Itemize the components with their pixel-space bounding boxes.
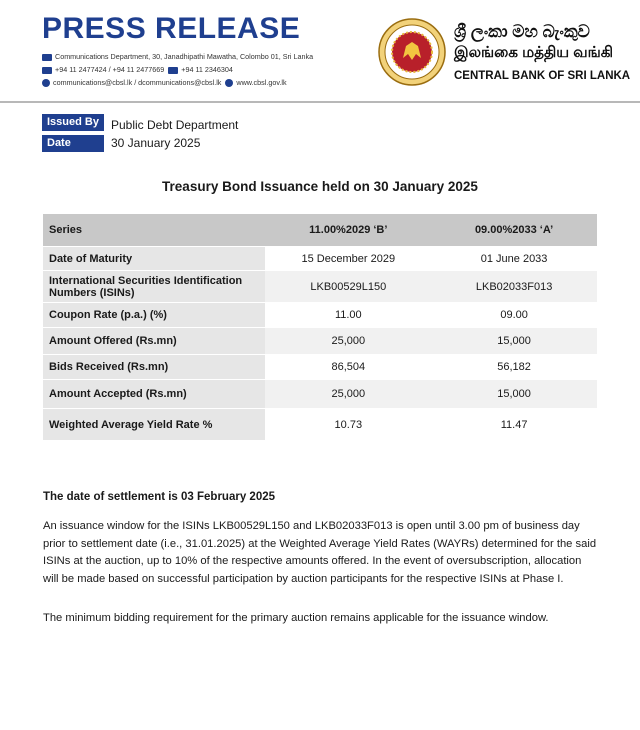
- cell-value: 10.73: [265, 409, 431, 441]
- cell-value: 86,504: [265, 355, 431, 380]
- bank-name-english: CENTRAL BANK OF SRI LANKA: [454, 70, 631, 82]
- table-row: [43, 328, 597, 355]
- cell-value: 15,000: [431, 380, 597, 409]
- bidding-requirement-paragraph: The minimum bidding requirement for the primary auction remains applicable for the issuance window.: [43, 612, 549, 624]
- header-cell-bond-b: 11.00%2029 ‘B’: [265, 214, 431, 247]
- cell-value: 25,000: [265, 328, 431, 355]
- contact-fax: +94 11 2346304: [181, 65, 233, 74]
- central-bank-seal-icon: [378, 18, 446, 86]
- press-release-title: PRESS RELEASE: [42, 12, 301, 45]
- phone-icon: [42, 67, 52, 74]
- row-label: Amount Offered (Rs.mn): [43, 328, 265, 355]
- email-icon: [42, 79, 50, 87]
- issued-by-value: Public Debt Department: [111, 118, 239, 132]
- row-label: Date of Maturity: [43, 247, 265, 271]
- cell-value: LKB02033F013: [431, 271, 597, 303]
- date-label: Date: [42, 135, 104, 152]
- table-row: [43, 303, 597, 328]
- row-label: Amount Accepted (Rs.mn): [43, 380, 265, 409]
- row-label: International Securities Identification Numbers (ISINs): [43, 271, 265, 303]
- header-cell-bond-a: 09.00%2033 ‘A’: [431, 214, 597, 247]
- bank-name-sinhala: ශ්‍රී ලංකා මහ බැංකුව: [454, 22, 590, 41]
- bond-issuance-table: [43, 214, 597, 441]
- table-row: [43, 380, 597, 409]
- cell-value: 56,182: [431, 355, 597, 380]
- contact-email[interactable]: communications@cbsl.lk / dcommunications@cbsl.lk: [53, 78, 222, 87]
- header-cell-series: Series: [43, 214, 265, 247]
- fax-icon: [168, 67, 178, 74]
- table-header-row: [43, 214, 597, 247]
- cell-value: LKB00529L150: [265, 271, 431, 303]
- issued-by-label: Issued By: [42, 114, 104, 131]
- issuance-window-paragraph: An issuance window for the ISINs LKB00529L150 and LKB02033F013 is open until 3.00 pm of business day prior to settlement date (i.e., 31.01.2025) at the Weighted Average Yield Rates (WAYRs) determined for the said ISINs at the auction, up to 10% of the respective amounts offered. In the event of oversubscription, allocation will be made based on successful participation by auction participants for the respective ISINs at Phase I.: [43, 520, 597, 585]
- contact-phone: +94 11 2477424 / +94 11 2477669: [55, 65, 165, 74]
- cell-value: 15 December 2029: [265, 247, 431, 271]
- table-row: [43, 271, 597, 303]
- table-row: [43, 409, 597, 441]
- cell-value: 15,000: [431, 328, 597, 355]
- letterhead: [0, 0, 640, 104]
- table-row: [43, 355, 597, 380]
- contact-web[interactable]: www.cbsl.gov.lk: [236, 78, 287, 87]
- row-label: Weighted Average Yield Rate %: [43, 409, 265, 441]
- cell-value: 01 June 2033: [431, 247, 597, 271]
- contact-address-line: [42, 52, 313, 62]
- row-label: Coupon Rate (p.a.) (%): [43, 303, 265, 328]
- globe-icon: [225, 79, 233, 87]
- cell-value: 25,000: [265, 380, 431, 409]
- contact-email-line: [42, 78, 287, 88]
- contact-address: Communications Department, 30, Janadhipathi Mawatha, Colombo 01, Sri Lanka: [55, 52, 314, 61]
- document-subtitle: Treasury Bond Issuance held on 30 January 2025: [162, 179, 478, 194]
- cell-value: 11.47: [431, 409, 597, 441]
- mail-icon: [42, 54, 52, 61]
- bank-name-tamil: இலங்கை மத்திய வங்கி: [454, 44, 614, 61]
- row-label: Bids Received (Rs.mn): [43, 355, 265, 380]
- date-value: 30 January 2025: [111, 136, 201, 150]
- header-divider: [0, 101, 640, 103]
- settlement-date: The date of settlement is 03 February 2025: [43, 491, 276, 503]
- cell-value: 11.00: [265, 303, 431, 328]
- table-row: [43, 247, 597, 271]
- contact-phone-line: [42, 65, 233, 75]
- cell-value: 09.00: [431, 303, 597, 328]
